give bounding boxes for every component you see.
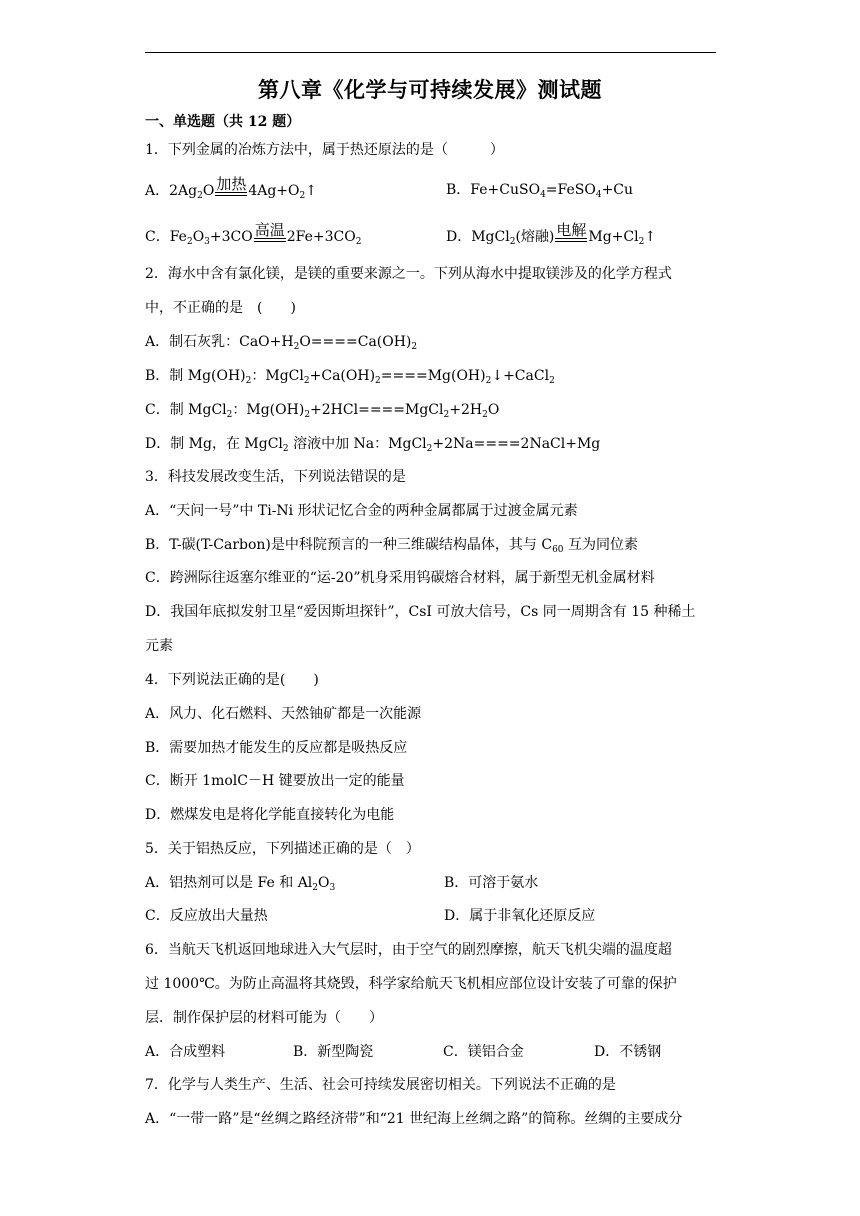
q6-stem-line3: 层．制作保护层的材料可能为（ ） — [145, 1010, 383, 1026]
q3-option-b: B．T-碳(T-Carbon)是中科院预言的一种三维碳结构晶体，其与 $C_{60}$ 互为同位素 — [145, 537, 638, 555]
q4-option-a: A．风力、化石燃料、天然铀矿都是一次能源 — [145, 706, 422, 722]
q1-stem: 1．下列金属的冶炼方法中，属于热还原法的是（ ） — [145, 142, 504, 158]
q1-option-a: A．$2Ag_2O$ 加热 $4Ag+O_2↑$ — [145, 175, 317, 201]
q6-option-c: C．镁铝合金 — [443, 1044, 524, 1060]
q5-option-c: C．反应放出大量热 — [145, 908, 268, 924]
section-heading: 一、单选题（共 12 题） — [145, 114, 301, 130]
q1-d-condition: 电解 — [555, 222, 587, 247]
q6-option-a: A．合成塑料 — [145, 1044, 226, 1060]
q2-stem-line1: 2．海水中含有氯化镁，是镁的重要来源之一。下列从海水中提取镁涉及的化学方程式 — [145, 266, 672, 282]
q6-stem-line2: 过 1000℃。为防止高温将其烧毁，科学家给航天飞机相应部位设计安装了可靠的保护 — [145, 976, 677, 992]
q4-option-c: C．断开 1molC－H 键要放出一定的能量 — [145, 773, 405, 789]
q3-option-a: A．“天问一号”中 Ti-Ni 形状记忆合金的两种金属都属于过渡金属元素 — [145, 503, 578, 519]
q7-stem: 7．化学与人类生产、生活、社会可持续发展密切相关。下列说法不正确的是 — [145, 1077, 616, 1093]
q7-option-a: A．“一带一路”是“丝绸之路经济带”和“21 世纪海上丝绸之路”的简称。丝绸的主要成分 — [145, 1111, 683, 1127]
q1-option-d: D．MgCl$_2$(熔融) 电解 $Mg+Cl_2↑$ — [446, 221, 657, 247]
q5-option-a: A．铝热剂可以是 Fe 和 $Al_2O_3$ — [145, 875, 336, 893]
q3-option-c: C．跨洲际往返塞尔维亚的“运-20”机身采用钨碳熔合材料，属于新型无机金属材料 — [145, 570, 655, 586]
q2-option-a: A．制石灰乳：$CaO+H_2O====Ca(OH)_2$ — [145, 334, 418, 352]
q2-option-d: D．制 Mg，在 MgCl$_2$ 溶液中加 Na：MgCl$_2$+2Na====2NaCl+Mg — [145, 436, 601, 454]
q4-option-b: B．需要加热才能发生的反应都是吸热反应 — [145, 740, 408, 756]
q4-option-d: D．燃煤发电是将化学能直接转化为电能 — [145, 807, 395, 823]
q5-stem: 5．关于铝热反应，下列描述正确的是（ ） — [145, 841, 420, 857]
q3-stem: 3．科技发展改变生活，下列说法错误的是 — [145, 469, 406, 485]
q1-option-b: B．Fe+CuSO$_4$=FeSO$_4$+Cu — [446, 182, 634, 200]
q2-option-b: B．制 $Mg(OH)_2$：$MgCl_2+Ca(OH)_2====Mg(OH)_2↓+CaCl_2$ — [145, 368, 555, 386]
q2-stem-line2: 中，不正确的是 ( ) — [145, 300, 296, 316]
q5-option-d: D．属于非氧化还原反应 — [444, 908, 596, 924]
q3-option-d-line2: 元素 — [145, 638, 173, 654]
q1-c-condition: 高温 — [254, 222, 286, 247]
q1-option-c: C．$Fe_2O_3+3CO$ 高温 $2Fe+3CO_2$ — [145, 221, 362, 247]
q2-option-c: C．制 MgCl$_2$：$Mg(OH)_2+2HCl====MgCl_2+2H_2O$ — [145, 402, 500, 420]
q3-option-d-line1: D．我国年底拟发射卫星“爱因斯坦探针”，CsI 可放大信号，Cs 同一周期含有 15 种稀土 — [145, 604, 696, 620]
q5-option-b: B．可溶于氨水 — [444, 875, 539, 891]
page-title: 第八章《化学与可持续发展》测试题 — [258, 77, 602, 102]
q6-stem-line1: 6．当航天飞机返回地球进入大气层时，由于空气的剧烈摩擦，航天飞机尖端的温度超 — [145, 942, 672, 958]
header-rule — [145, 52, 716, 53]
q4-stem: 4．下列说法正确的是( ) — [145, 672, 319, 688]
q6-option-d: D．不锈钢 — [594, 1044, 662, 1060]
q1-a-condition: 加热 — [215, 176, 247, 201]
q6-option-b: B．新型陶瓷 — [293, 1044, 374, 1060]
